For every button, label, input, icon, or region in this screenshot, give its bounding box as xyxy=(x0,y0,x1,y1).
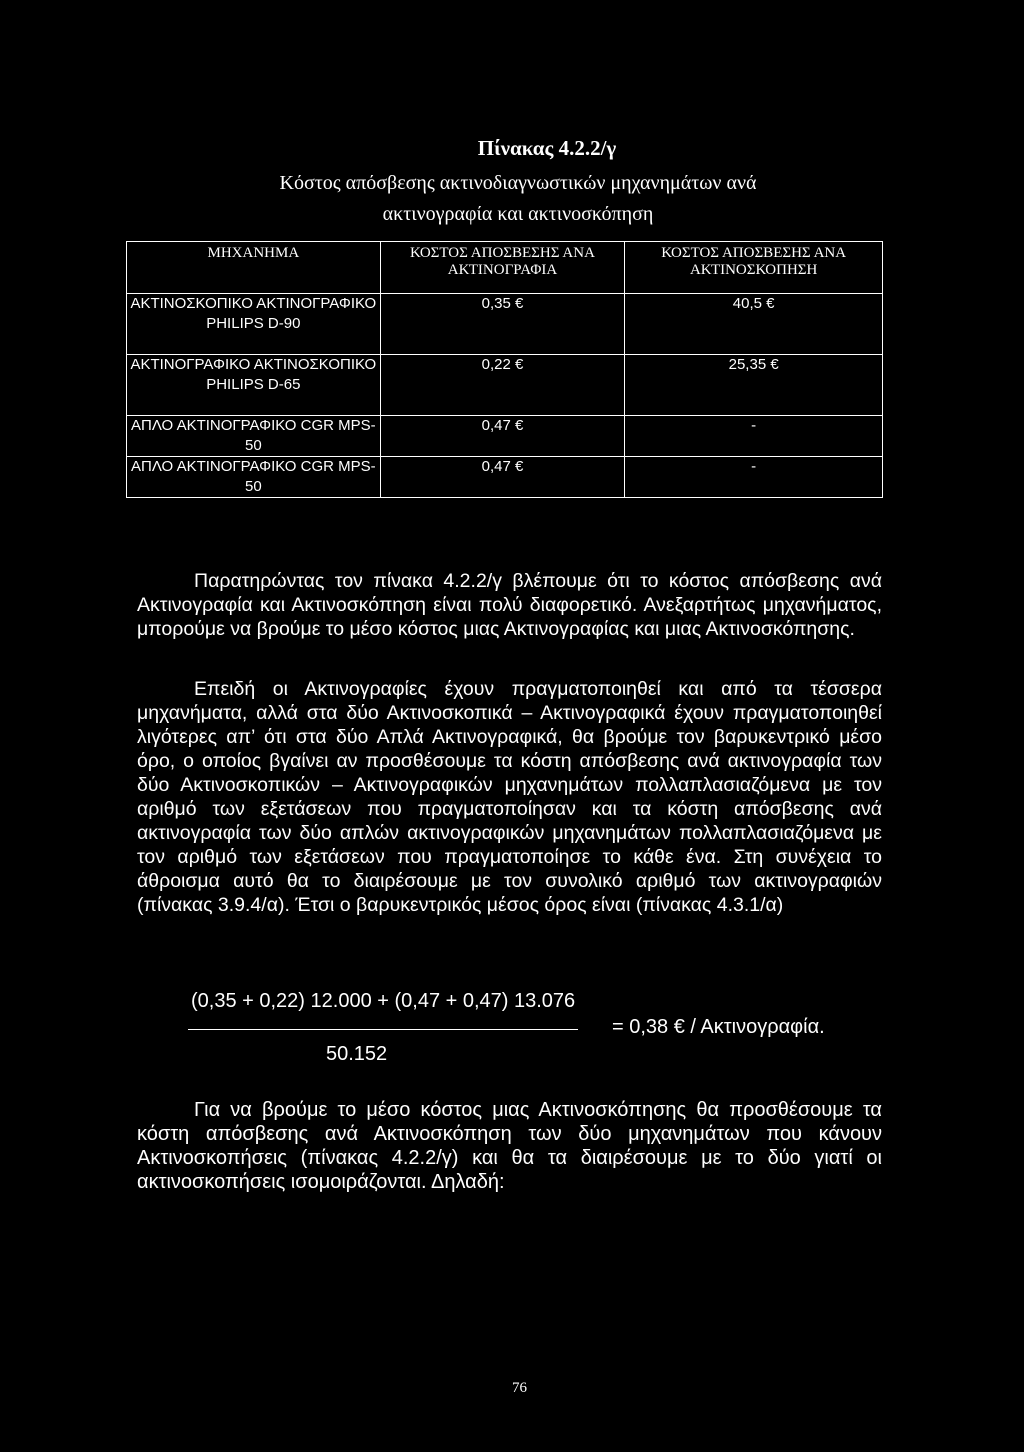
machine-name: ΑΠΛΟ ΑΚΤΙΝΟΓΡΑΦΙΚΟ CGR MPS-50 xyxy=(127,416,381,457)
paragraph-1-text: Παρατηρώντας τον πίνακα 4.2.2/γ βλέπουμε ότι το κόστος απόσβεσης ανά Ακτινογραφία και Ακτινοσκόπηση είναι πολύ διαφορετικό. Ανεξαρτήτως μηχανήματος, μπορούμε να βρούμε το μέσο κόστος μιας Ακτινογραφίας και μιας Ακτινοσκόπησης. xyxy=(137,570,882,640)
paragraph-2-text: Επειδή οι Ακτινογραφίες έχουν πραγματοποιηθεί και από τα τέσσερα μηχανήματα, αλλά στα δύο Ακτινοσκοπικά – Ακτινογραφικά έχουν πραγματοποιηθεί λιγότερες απ’ ότι στα δύο Απλά Ακτινογραφικά, θα βρούμε τον βαρυκεντρικό μέσο όρο, ο οποίος βγαίνει αν προσθέσουμε τα κόστη απόσβεσης ανά ακτινογραφία των δύο Ακτινοσκοπικών – Ακτινογραφικών μηχανημάτων πολλαπλασιαζόμενα με τον αριθμό των εξετάσεων που πραγματοποίησαν και τα κόστη απόσβεσης ανά ακτινογραφία των δύο απλών ακτινογραφικών μηχανημάτων πολλαπλασιαζόμενα με τον αριθμό των εξετάσεων που πραγματοποίησε το κάθε ένα. Στη συνέχεια το άθροισμα αυτό θα το διαιρέσουμε με τον συνολικό αριθμό των ακτινογραφιών (πίνακας 3.9.4/α). Έτσι ο βαρυκεντρικός μέσος όρος είναι (πίνακας 4.3.1/α) xyxy=(137,678,882,916)
machine-name: ΑΚΤΙΝΟΓΡΑΦΙΚΟ ΑΚΤΙΝΟΣΚΟΠΙΚΟ PHILIPS D-65 xyxy=(127,355,381,416)
formula-denominator: 50.152 xyxy=(326,1043,388,1065)
machine-name: ΑΚΤΙΝΟΣΚΟΠΙΚΟ ΑΚΤΙΝΟΓΡΑΦΙΚΟ PHILIPS D-90 xyxy=(127,294,381,355)
table-header-row xyxy=(127,242,883,294)
header-cost-per-fluoroscopy: ΚΟΣΤΟΣ ΑΠΟΣΒΕΣΗΣ ΑΝΑ ΑΚΤΙΝΟΣΚΟΠΗΣΗ xyxy=(625,242,883,294)
formula-fraction-bar xyxy=(188,1029,578,1030)
radiography-cost: 0,22 € xyxy=(380,355,625,416)
table-row xyxy=(127,457,883,498)
depreciation-cost-table xyxy=(126,241,883,498)
radiography-cost: 0,47 € xyxy=(380,416,625,457)
paragraph-3-text: Για να βρούμε το μέσο κόστος μιας Ακτινοσκόπησης θα προσθέσουμε τα κόστη απόσβεσης ανά Ακτινοσκόπηση των δύο μηχανημάτων που κάνουν Ακτινοσκοπήσεις (πίνακας 4.2.2/γ) και θα τα διαιρέσουμε με το δύο γιατί οι ακτινοσκοπήσεις ισομοιράζονται. Δηλαδή: xyxy=(137,1099,882,1193)
table-row xyxy=(127,294,883,355)
formula-result: = 0,38 € / Ακτινογραφία. xyxy=(612,1016,825,1038)
radiography-cost: 0,47 € xyxy=(380,457,625,498)
table-caption-line-2: ακτινογραφία και ακτινοσκόπηση xyxy=(382,203,654,225)
paragraph-weighted-average xyxy=(137,677,882,917)
header-machine: ΜΗΧΑΝΗΜΑ xyxy=(127,242,381,294)
fluoroscopy-cost: - xyxy=(625,457,883,498)
table-row xyxy=(127,355,883,416)
paragraph-observation xyxy=(137,569,882,641)
machine-name: ΑΠΛΟ ΑΚΤΙΝΟΓΡΑΦΙΚΟ CGR MPS-50 xyxy=(127,457,381,498)
table-title: Πίνακας 4.2.2/γ xyxy=(477,136,617,160)
page-number: 76 xyxy=(512,1380,527,1396)
formula-numerator: (0,35 + 0,22) 12.000 + (0,47 + 0,47) 13.076 xyxy=(191,990,576,1012)
paragraph-fluoroscopy-average xyxy=(137,1098,882,1194)
table-row xyxy=(127,416,883,457)
header-cost-per-radiography: ΚΟΣΤΟΣ ΑΠΟΣΒΕΣΗΣ ΑΝΑ ΑΚΤΙΝΟΓΡΑΦΙΑ xyxy=(380,242,625,294)
radiography-cost: 0,35 € xyxy=(380,294,625,355)
table-caption-line-1: Κόστος απόσβεσης ακτινοδιαγνωστικών μηχανημάτων ανά xyxy=(279,172,757,194)
fluoroscopy-cost: - xyxy=(625,416,883,457)
fluoroscopy-cost: 25,35 € xyxy=(625,355,883,416)
fluoroscopy-cost: 40,5 € xyxy=(625,294,883,355)
